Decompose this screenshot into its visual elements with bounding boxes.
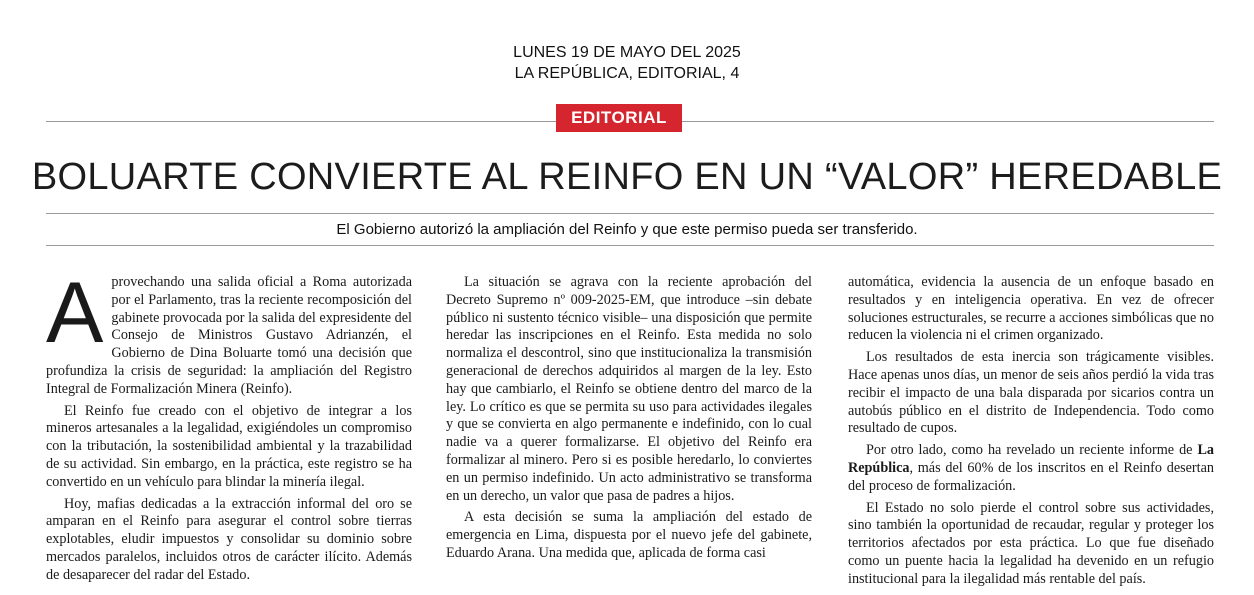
publication-source: LA REPÚBLICA, EDITORIAL, 4 <box>514 65 740 82</box>
publication-date: LUNES 19 DE MAYO DEL 2025 <box>513 44 741 61</box>
drop-cap: A <box>46 265 104 361</box>
paragraph: El Estado no solo pierde el control sobre sus actividades, sino también la oportunidad de recaudar, regular y proteger los territorios afectados por esta práctica. Lo que fue diseñado como un puente hacia la legalidad ha devenido en un refugio institucional para la ilegalidad más rentable del país. <box>848 499 1214 587</box>
headline: BOLUARTE CONVIERTE AL REINFO EN UN “VALOR” HEREDABLE <box>31 156 1223 198</box>
paragraph-text: Por otro lado, como ha revelado un reciente informe de <box>866 442 1193 459</box>
paragraph-text: , más del 60% de los inscritos en el Reinfo desertan del proceso de formalización. <box>848 459 1214 494</box>
subtitle-bottom-divider <box>46 245 1214 246</box>
article-column-1 <box>46 265 412 589</box>
article-column-3 <box>848 274 1214 593</box>
paragraph: provechando una salida oficial a Roma autorizada por el Parlamento, tras la reciente recomposición del gabinete provocada por la salida del expresidente del Consejo de Ministros Gustavo Adrianzén, el Gobierno de Dina Boluarte tomó una decisión que profundiza la crisis de seguridad: la ampliación del Registro Integral de Formalización Minera (Reinfo). <box>46 274 412 397</box>
paragraph: Hoy, mafias dedicadas a la extracción informal del oro se amparan en el Reinfo para asegurar el control sobre tierras explotables, eludir impuestos y consolidar su dominio sobre mercados paralelos, incluidos otros de carácter ilícito. Además de desaparecer del radar del Estado. <box>46 495 412 583</box>
paragraph: La situación se agrava con la reciente aprobación del Decreto Supremo nº 009-2025-EM, que introduce –sin debate público ni sustento técnico visible– una disposición que permite heredar las inscripciones en el Reinfo. Esta medida no solo normaliza el descontrol, sino que institucionaliza la transmisión generacional de derechos adquiridos al margen de la ley. Esto hay que cambiarlo, el Reinfo se obtiene dentro del marco de la ley. Lo crítico es que se permita su uso para actividades ilegales y que se convierta en algo permanente e indefinido, con lo cual nadie va a querer formalizarse. El objetivo del Reinfo era formalizar al minero. Pero si es posible heredarlo, lo conviertes en un permiso indefinido. Un acto administrativo se transforma en un derecho, un valor que pasa de padres a hijos. <box>446 274 812 504</box>
paragraph: Los resultados de esta inercia son trágicamente visibles. Hace apenas unos días, un menor de seis años perdió la vida tras recibir el impacto de una bala disparada por sicarios contra un autobús público en el distrito de Independencia. Todo como resultado de cupos. <box>848 349 1215 437</box>
subtitle: El Gobierno autorizó la ampliación del Reinfo y que este permiso pueda ser transferido. <box>336 221 918 238</box>
paragraph: El Reinfo fue creado con el objetivo de integrar a los mineros artesanales a la legalidad, exigiéndoles un compromiso con la tributación, la sostenibilidad ambiental y la trazabilidad de su actividad. Sin embargo, en la práctica, este registro se ha convertido en un vehículo para blindar la minería ilegal. <box>46 402 412 490</box>
paragraph <box>848 442 1214 495</box>
section-badge: EDITORIAL <box>556 104 682 132</box>
newspaper-name: La República <box>848 442 1215 476</box>
paragraph: A esta decisión se suma la ampliación del estado de emergencia en Lima, dispuesta por el nuevo jefe del gabinete, Eduardo Arana. Una medida que, aplicada de forma casi <box>446 509 812 561</box>
subtitle-top-divider <box>46 213 1214 214</box>
article-column-2 <box>446 274 812 567</box>
paragraph: automática, evidencia la ausencia de un enfoque basado en resultados y en inteligencia operativa. En vez de ofrecer soluciones estructurales, se recurre a acciones simbólicas que no reducen la violencia ni el crimen organizado. <box>848 274 1214 344</box>
